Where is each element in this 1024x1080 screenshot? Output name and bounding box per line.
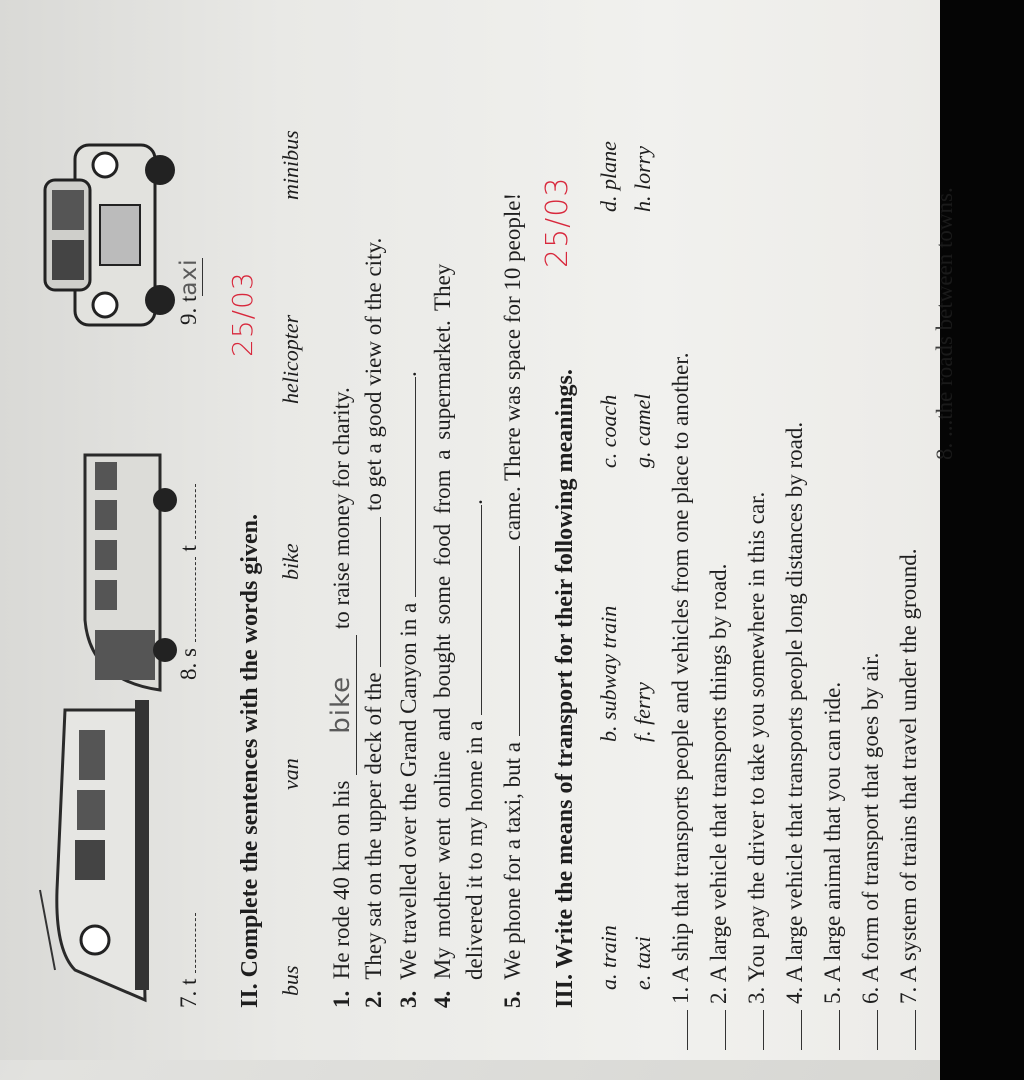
definition-row-3 <box>744 492 770 1050</box>
definition-text: 2. A large vehicle that transports things by road. <box>706 563 731 1004</box>
transport-option: a. train <box>596 925 621 990</box>
answer-blank[interactable] <box>859 1010 878 1050</box>
answer-blank[interactable] <box>463 505 482 715</box>
answer-blank[interactable] <box>783 1010 802 1050</box>
sentence-number: 2. <box>361 990 386 1008</box>
word-prefix: s <box>176 648 201 657</box>
definition-row-6 <box>858 653 884 1050</box>
handwritten-answer: axi <box>176 258 202 296</box>
definition-row-8-partial <box>932 187 958 460</box>
exercise1-item-7 <box>176 913 202 1008</box>
sentence-text: came. There was space for 10 people! <box>500 192 525 541</box>
sentence-text: They sat on the upper deck of the <box>361 672 386 980</box>
answer-blank[interactable] <box>177 484 196 539</box>
definition-row-2 <box>706 564 732 1050</box>
answer-blank[interactable] <box>501 546 520 736</box>
answer-blank[interactable] <box>177 557 196 642</box>
answer-blank[interactable] <box>669 1010 688 1050</box>
definition-text: 7. A system of trains that travel under the ground. <box>896 548 921 1004</box>
taxi-illustration <box>30 130 180 340</box>
transport-option: b. subway train <box>596 605 621 742</box>
exercise2-sentence-4 <box>430 264 456 1008</box>
sentence-text: delivered it to my home in a <box>462 720 487 980</box>
definition-row-1 <box>668 352 694 1050</box>
word-prefix: t <box>176 295 201 302</box>
definition-row-7 <box>896 549 922 1050</box>
answer-blank[interactable] <box>707 1010 726 1050</box>
exercise3-score: 25/03 <box>540 176 575 268</box>
exercise2-sentence-3 <box>396 371 422 1008</box>
word-bank-item: van <box>278 758 303 790</box>
exercise2-heading: II. Complete the sentences with the words given. <box>237 514 263 1008</box>
sentence-text: He rode 40 km on his <box>329 780 354 980</box>
word-suffix: t <box>176 545 201 552</box>
train-illustration <box>35 680 165 1010</box>
item-number: 8. <box>176 662 201 680</box>
definition-text: 1. A ship that transports people and vehicles from one place to another. <box>668 352 693 1004</box>
item-number: 9. <box>176 307 201 325</box>
sentence-number: 4. <box>430 990 455 1008</box>
definition-text: 3. You pay the driver to take you somewhere in this car. <box>744 491 769 1004</box>
word-bank-item: minibus <box>278 130 303 200</box>
sentence-text: My mother went online and bought some food from a supermarket. They <box>430 263 455 980</box>
sentence-text: to get a good view of the city. <box>361 237 386 511</box>
word-bank-item: bike <box>278 543 303 580</box>
word-prefix: t <box>176 978 201 985</box>
transport-option: e. taxi <box>630 936 655 990</box>
answer-blank[interactable] <box>362 517 381 667</box>
sentence-number: 5. <box>500 990 525 1008</box>
answer-blank[interactable] <box>745 1010 764 1050</box>
answer-blank[interactable] <box>821 1010 840 1050</box>
sentence-number: 3. <box>396 990 421 1008</box>
definition-text: 4. A large vehicle that transports people long distances by road. <box>782 421 807 1004</box>
sentence-text: . <box>396 371 421 378</box>
sentence-text: . <box>462 499 487 505</box>
answer-blank[interactable] <box>897 1010 916 1050</box>
sentence-number: 1. <box>329 990 354 1008</box>
definition-text: 6. A form of transport that goes by air. <box>858 652 883 1004</box>
answer-blank[interactable] <box>177 913 196 973</box>
sentence-text: We phone for a taxi, but a <box>500 742 525 980</box>
transport-option: g. camel <box>630 393 655 468</box>
transport-option: h. lorry <box>630 146 655 212</box>
transport-option: c. coach <box>596 394 621 468</box>
sentence-text: to raise money for charity. <box>329 387 354 630</box>
exercise3-heading: III. Write the means of transport for their following meanings. <box>552 369 578 1008</box>
transport-option: d. plane <box>596 141 621 212</box>
exercise2-score: 25/03 <box>226 271 259 357</box>
answer-blank[interactable] <box>397 377 416 597</box>
word-bank-item: bus <box>278 965 303 996</box>
exercise2-sentence-2 <box>361 238 387 1008</box>
definition-row-4 <box>782 422 808 1050</box>
exercise1-item-8 <box>176 484 202 680</box>
definition-text: 8. ...the roads between towns. <box>932 187 957 460</box>
definition-text: 5. A large animal that you can ride. <box>820 681 845 1004</box>
bus-illustration <box>70 440 180 700</box>
word-bank-item: helicopter <box>278 314 303 404</box>
handwritten-answer[interactable]: bike <box>326 635 357 775</box>
definition-row-5 <box>820 682 846 1050</box>
transport-option: f. ferry <box>630 682 655 742</box>
item-number: 7. <box>176 990 201 1008</box>
exercise2-sentence-5 <box>500 193 526 1008</box>
exercise1-item-9 <box>176 259 202 326</box>
sentence-text: We travelled over the Grand Canyon in a <box>396 602 421 980</box>
exercise2-sentence-4-line2 <box>462 499 488 980</box>
exercise2-sentence-1 <box>326 387 357 1008</box>
